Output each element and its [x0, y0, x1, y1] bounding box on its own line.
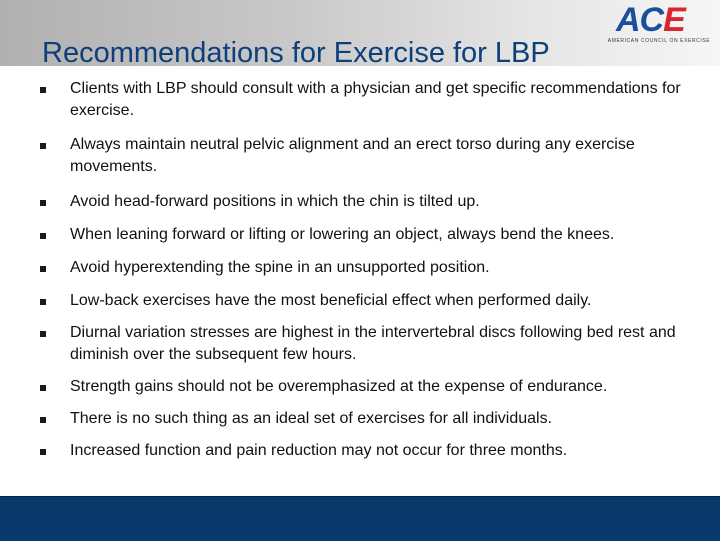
bullet-text: Diurnal variation stresses are highest in the intervertebral discs following bed rest and diminish over the subsequent few hours.	[70, 324, 676, 363]
logo-wordmark-accent: E	[663, 1, 685, 39]
bullet-item	[40, 440, 700, 462]
footer-bar	[0, 496, 720, 541]
bullet-square-icon	[40, 449, 46, 455]
bullet-square-icon	[40, 266, 46, 272]
bullet-text: Low-back exercises have the most beneficial effect when performed daily.	[70, 292, 592, 309]
bullet-square-icon	[40, 233, 46, 239]
ace-logo	[604, 2, 714, 48]
bullet-text: There is no such thing as an ideal set of exercises for all individuals.	[70, 410, 553, 427]
bullet-item	[40, 257, 700, 279]
slide-title: Recommendations for Exercise for LBP	[42, 37, 550, 69]
bullet-item	[40, 191, 700, 213]
bullet-text: Strength gains should not be overemphasized at the expense of endurance.	[70, 378, 608, 395]
bullet-item	[40, 322, 700, 366]
bullet-square-icon	[40, 143, 46, 149]
bullet-item	[40, 224, 700, 246]
logo-wordmark-main: AC	[616, 1, 664, 39]
bullet-item	[40, 290, 700, 312]
bullet-item	[40, 134, 700, 178]
logo-tagline: AMERICAN COUNCIL ON EXERCISE	[607, 38, 711, 44]
bullet-text: Increased function and pain reduction may not occur for three months.	[70, 442, 568, 459]
bullet-list	[40, 78, 700, 462]
bullet-square-icon	[40, 200, 46, 206]
bullet-square-icon	[40, 385, 46, 391]
bullet-item	[40, 376, 700, 398]
bullet-text: When leaning forward or lifting or lowering an object, always bend the knees.	[70, 226, 615, 243]
bullet-square-icon	[40, 87, 46, 93]
bullet-text: Avoid head-forward positions in which the chin is tilted up.	[70, 193, 480, 210]
bullet-text: Always maintain neutral pelvic alignment and an erect torso during any exercise movements.	[70, 136, 635, 175]
bullet-square-icon	[40, 417, 46, 423]
bullet-item	[40, 408, 700, 430]
bullet-square-icon	[40, 331, 46, 337]
bullet-item	[40, 78, 700, 122]
bullet-text: Clients with LBP should consult with a physician and get specific recommendations for exercise.	[70, 80, 681, 119]
bullet-square-icon	[40, 299, 46, 305]
logo-wordmark	[616, 2, 685, 38]
bullet-text: Avoid hyperextending the spine in an unsupported position.	[70, 259, 490, 276]
